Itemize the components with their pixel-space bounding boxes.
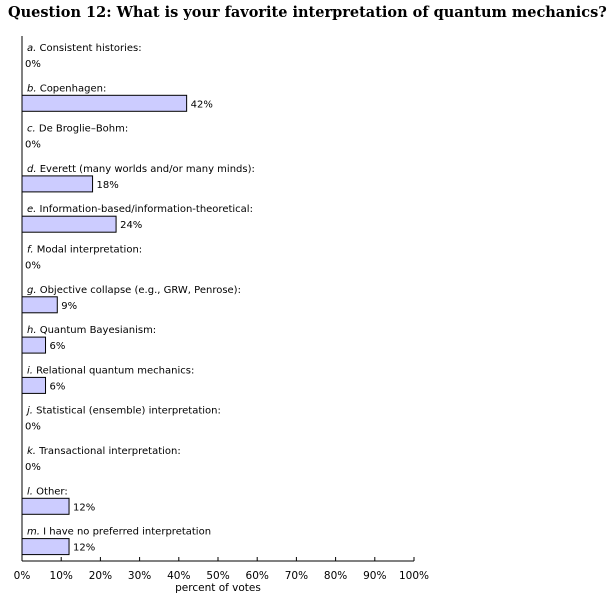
category-label	[27, 527, 211, 538]
category-text: Everett (many worlds and/or many minds):	[36, 163, 255, 175]
category-letter: d.	[27, 163, 37, 175]
category-letter: k.	[27, 446, 36, 457]
category-text: Quantum Bayesianism:	[36, 325, 157, 337]
bar	[22, 377, 46, 393]
value-label: 18%	[96, 179, 119, 191]
category-letter: i.	[27, 365, 33, 377]
category-label	[27, 325, 156, 336]
category-text: De Broglie–Bohm:	[35, 123, 129, 135]
category-label	[27, 43, 142, 54]
category-label	[27, 486, 68, 497]
category-text: I have no preferred interpretation	[39, 526, 212, 538]
value-label: 0%	[25, 421, 41, 433]
x-tick-label: 30%	[127, 570, 152, 582]
x-tick-label: 0%	[13, 570, 31, 582]
category-letter: l.	[27, 486, 33, 498]
bars-layer	[22, 43, 255, 555]
category-label	[27, 124, 128, 135]
category-label	[27, 446, 181, 457]
category-letter: a.	[27, 43, 37, 54]
x-tick-label: 70%	[284, 570, 309, 582]
value-label: 6%	[49, 381, 66, 393]
category-text: Consistent histories:	[36, 43, 142, 54]
value-label: 6%	[49, 341, 66, 353]
x-axis-title: percent of votes	[175, 582, 261, 594]
x-tick-label: 80%	[323, 570, 348, 582]
bar	[22, 539, 69, 555]
category-text: Information-based/information-theoretical:	[36, 204, 253, 216]
bar	[22, 498, 69, 514]
bar	[22, 297, 57, 313]
x-tick-label: 100%	[398, 570, 430, 582]
category-text: Relational quantum mechanics:	[32, 365, 195, 377]
bar	[22, 216, 116, 232]
category-text: Copenhagen:	[36, 83, 107, 95]
value-label: 12%	[73, 502, 96, 514]
value-label: 24%	[120, 220, 143, 232]
category-label	[27, 164, 255, 175]
bar	[22, 176, 93, 192]
x-tick-label: 10%	[49, 570, 73, 582]
category-letter: b.	[27, 83, 37, 95]
value-label: 0%	[25, 139, 41, 151]
category-letter: g.	[27, 284, 37, 296]
category-letter: h.	[27, 325, 37, 337]
category-text: Other:	[32, 486, 68, 498]
category-label	[27, 83, 106, 94]
value-label: 42%	[190, 99, 213, 111]
x-tick-label: 20%	[88, 570, 113, 582]
value-label: 0%	[25, 260, 41, 272]
category-label	[27, 245, 142, 256]
x-tick-label: 60%	[245, 570, 269, 582]
category-text: Statistical (ensemble) interpretation:	[32, 405, 221, 417]
bar	[22, 95, 187, 111]
category-letter: e.	[27, 204, 37, 216]
category-label	[27, 285, 241, 296]
x-tick-label: 40%	[167, 570, 191, 582]
category-letter: m.	[27, 526, 40, 538]
category-text: Transactional interpretation:	[35, 446, 181, 457]
x-tick-label: 90%	[363, 570, 387, 582]
category-text: Modal interpretation:	[33, 244, 143, 256]
bar	[22, 337, 46, 353]
question-number: Question 12:	[8, 4, 112, 21]
value-label: 0%	[25, 59, 41, 70]
category-label	[25, 406, 221, 417]
value-label: 9%	[61, 300, 78, 312]
x-tick-label: 50%	[206, 570, 230, 582]
category-label	[27, 204, 253, 215]
question-text: What is your favorite interpretation of quantum mechanics?	[116, 4, 607, 21]
category-letter: f.	[27, 244, 34, 256]
value-label: 12%	[73, 542, 96, 554]
category-letter: j.	[27, 405, 33, 417]
value-label: 0%	[25, 462, 41, 473]
category-text: Objective collapse (e.g., GRW, Penrose):	[36, 284, 241, 296]
category-label	[27, 365, 194, 376]
category-letter: c.	[27, 123, 36, 135]
